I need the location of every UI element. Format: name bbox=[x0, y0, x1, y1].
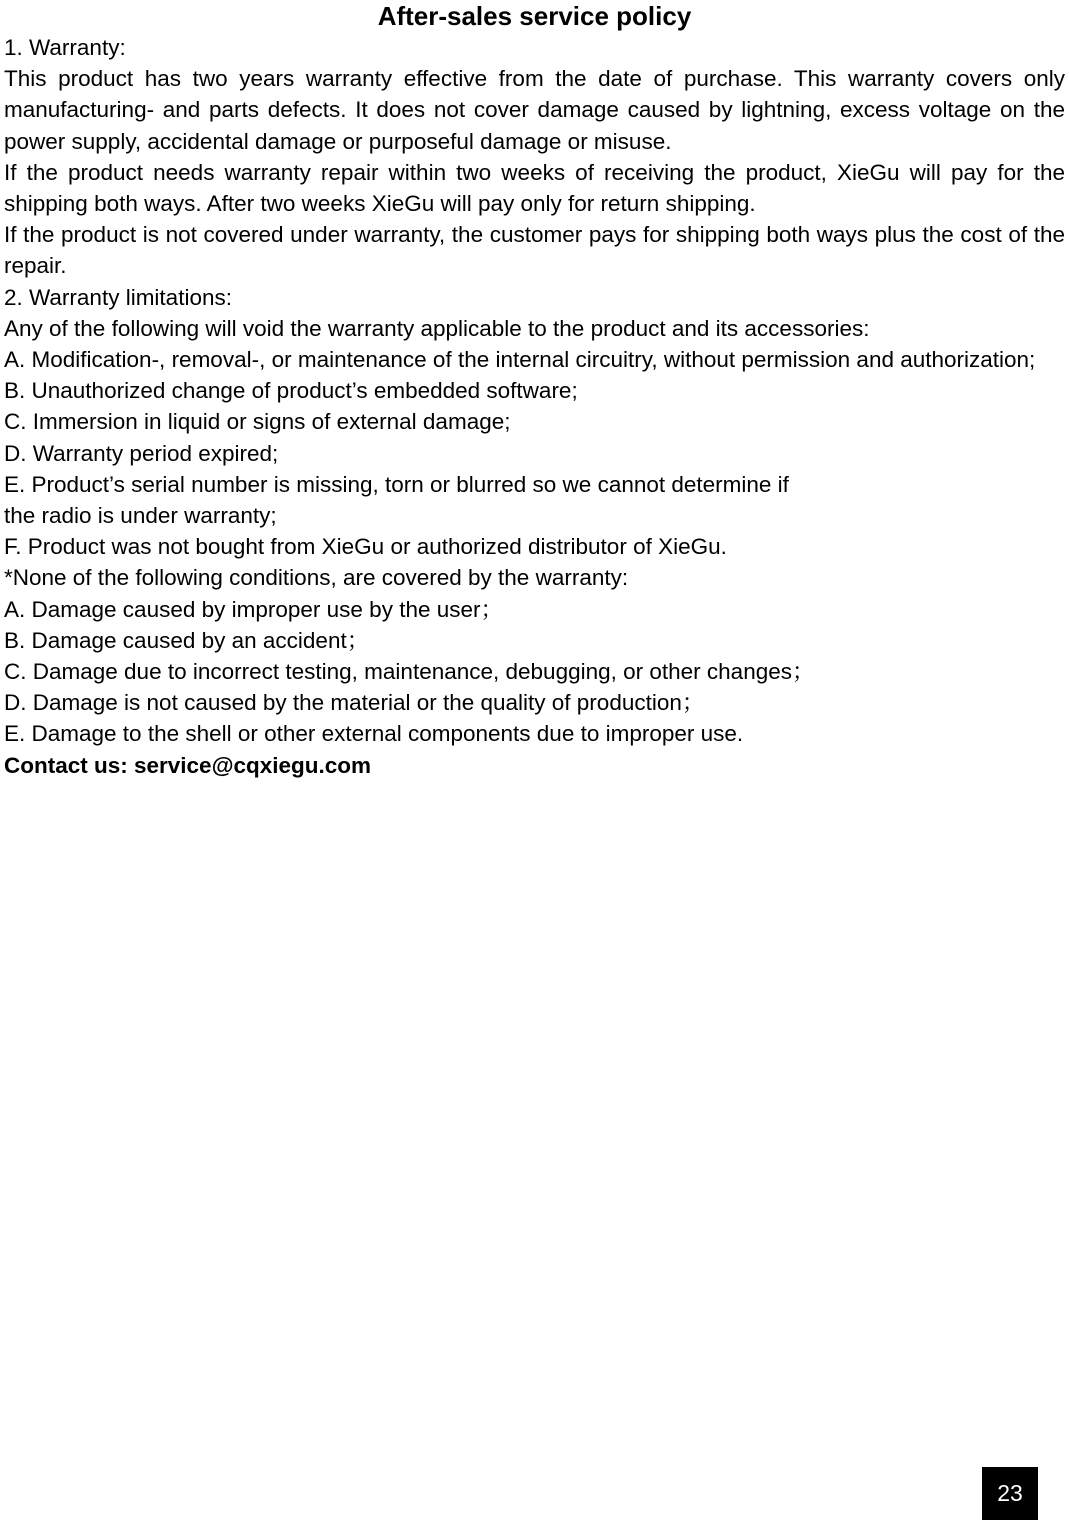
body-line: E. Damage to the shell or other external components due to improper use. bbox=[4, 721, 744, 747]
body-line: A. Damage caused by improper use by the user； bbox=[4, 596, 503, 622]
body-line: C. Immersion in liquid or signs of external damage; bbox=[4, 409, 511, 435]
body-line: *None of the following conditions, are covered by the warranty: bbox=[4, 565, 629, 591]
body-line: C. Damage due to incorrect testing, maintenance, debugging, or other changes； bbox=[4, 659, 815, 685]
body-paragraph: This product has two years warranty effective from the date of purchase. This warranty covers only manufacturing- and parts defects. It does not cover damage caused by lightning, excess voltage on the power supply, accidental damage or purposeful damage or misuse. bbox=[4, 66, 1065, 154]
document-body bbox=[4, 32, 1065, 750]
body-line: D. Warranty period expired; bbox=[4, 440, 279, 466]
body-line: the radio is under warranty; bbox=[4, 503, 277, 529]
body-line: 1. Warranty: bbox=[4, 35, 126, 60]
body-line: F. Product was not bought from XieGu or authorized distributor of XieGu. bbox=[4, 534, 727, 560]
document-page bbox=[4, 0, 1065, 781]
body-line: Any of the following will void the warranty applicable to the product and its accessories: bbox=[4, 315, 870, 341]
page-number: 23 bbox=[982, 1467, 1038, 1520]
body-line: E. Product’s serial number is missing, torn or blurred so we cannot determine if bbox=[4, 471, 789, 497]
body-line: B. Damage caused by an accident； bbox=[4, 627, 370, 653]
contact-line: Contact us: service@cqxiegu.com bbox=[4, 752, 372, 778]
body-paragraph: A. Modification-, removal-, or maintenance of the internal circuitry, without permission and authorization; bbox=[4, 347, 1036, 373]
body-line: B. Unauthorized change of product’s embedded software; bbox=[4, 378, 578, 404]
body-line: D. Damage is not caused by the material or the quality of production； bbox=[4, 690, 705, 716]
body-line: 2. Warranty limitations: bbox=[4, 284, 232, 310]
document-title: After-sales service policy bbox=[377, 1, 692, 31]
body-paragraph: If the product is not covered under warranty, the customer pays for shipping both ways plus the cost of the repair. bbox=[4, 222, 1065, 279]
body-paragraph: If the product needs warranty repair within two weeks of receiving the product, XieGu will pay for the shipping both ways. After two weeks XieGu will pay only for return shipping. bbox=[4, 159, 1065, 217]
